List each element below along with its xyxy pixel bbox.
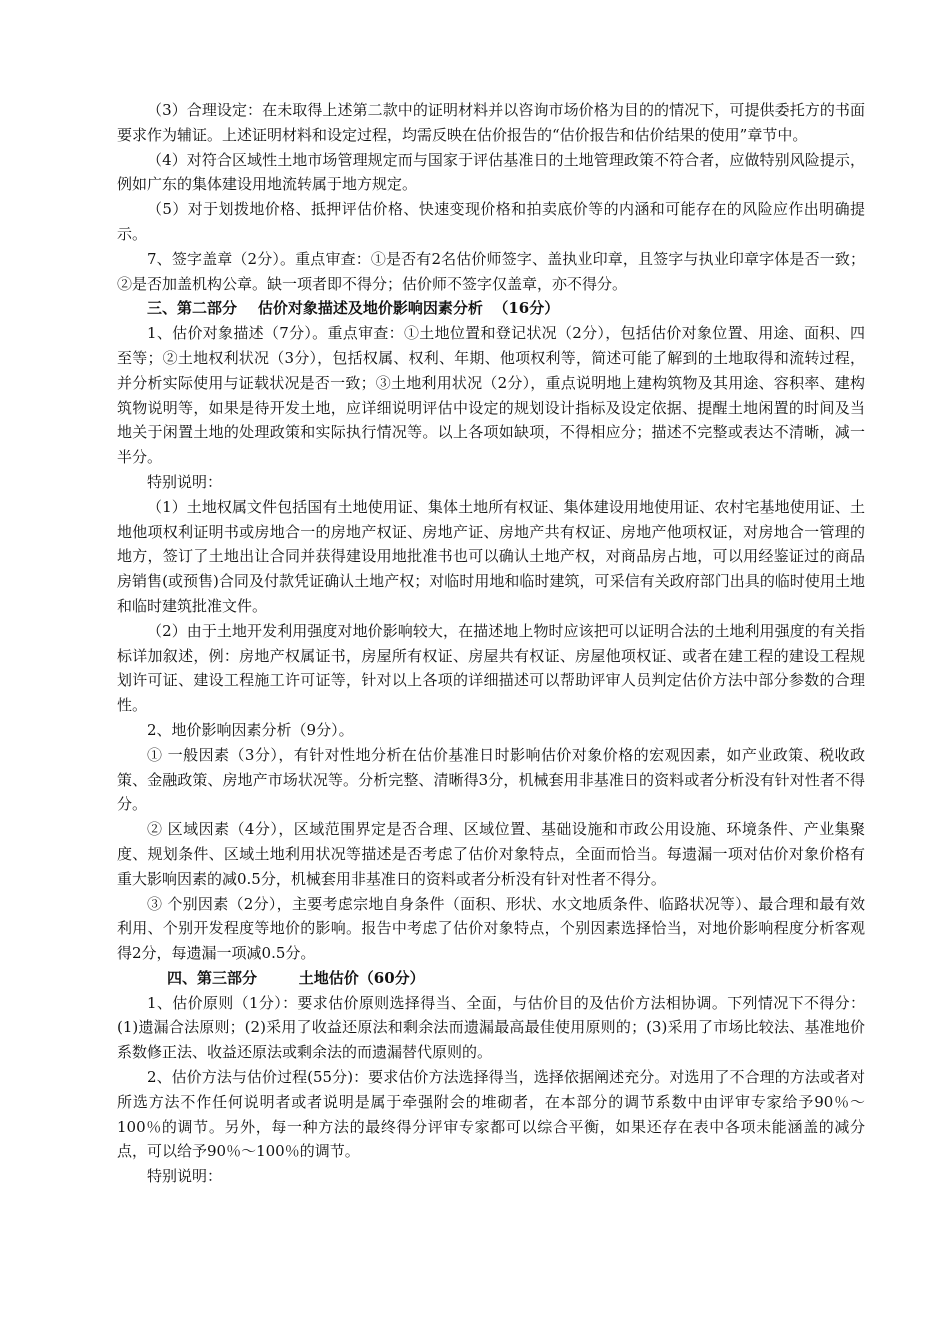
paragraph-regional-factors: ② 区域因素（4分），区域范围界定是否合理、区域位置、基础设施和市政公用设施、环境条件、产业集聚度、规划条件、区域土地利用状况等描述是否考虑了估价对象特点，全面而恰当。每遗漏一项对估价对象价格有重大影响因素的减0.5分，机械套用非基准日的资料或者分析没有针对性者不得分。 <box>117 820 865 888</box>
paragraph-special-note-label-2: 特别说明： <box>147 1167 223 1186</box>
paragraph-3-reasonable-setting: （3）合理设定：在未取得上述第二款中的证明材料并以咨询市场价格为目的的情况下，可提供委托方的书面要求作为辅证。上述证明材料和设定过程，均需反映在估价报告的“估价报告和估价结果的使用”章节中。 <box>117 101 865 144</box>
paragraph-price-factor-analysis: 2、地价影响因素分析（9分）。 <box>147 720 354 739</box>
section-heading-part-two: 三、第二部分 估价对象描述及地价影响因素分析 （16分） <box>147 299 560 318</box>
paragraph-general-factors: ① 一般因素（3分），有针对性地分析在估价基准日时影响估价对象价格的宏观因素，如产业政策、税收政策、金融政策、房地产市场状况等。分析完整、清晰得3分，机械套用非基准日的资料或者分析没有针对性者不得分。 <box>117 745 865 814</box>
document-page <box>117 98 865 1189</box>
paragraph-note-2-land-use-intensity: （2）由于土地开发利用强度对地价影响较大，在描述地上物时应该把可以证明合法的土地利用强度的有关指标详加叙述，例：房地产权属证书，房屋所有权证、房屋共有权证、房屋他项权证、或者在建工程的建设工程规划许可证、建设工程施工许可证等，针对以上各项的详细描述可以帮助评审人员判定估价方法中部分参数的合理性。 <box>117 621 865 715</box>
paragraph-note-1-ownership-docs: （1）土地权属文件包括国有土地使用证、集体土地所有权证、集体建设用地使用证、农村宅基地使用证、土地他项权利证明书或房地合一的房地产权证、房地产证、房地产共有权证、房地产他项权证，对房地合一管理的地方，签订了土地出让合同并获得建设用地批准书也可以确认土地产权，对商品房占地，可以用经鉴证过的商品房销售(或预售)合同及付款凭证确认土地产权；对临时用地和临时建筑，可采信有关政府部门出具的临时使用土地和临时建筑批准文件。 <box>117 497 865 615</box>
paragraph-7-signature-seal: 7、签字盖章（2分）。重点审查：①是否有2名估价师签字、盖执业印章，且签字与执业印章字体是否一致；②是否加盖机构公章。缺一项者即不得分；估价师不签字仅盖章，亦不得分。 <box>117 249 865 293</box>
paragraph-5-risk-notice: （5）对于划拨地价格、抵押评估价格、快速变现价格和拍卖底价等的内涵和可能存在的风险应作出明确提示。 <box>117 200 865 243</box>
paragraph-individual-factors: ③ 个别因素（2分），主要考虑宗地自身条件（面积、形状、水文地质条件、临路状况等）、最合理和最有效利用、个别开发程度等地价的影响。报告中考虑了估价对象特点，个别因素选择恰当，对地价影响程度分析客观得2分，每遗漏一项减0.5分。 <box>117 894 865 963</box>
paragraph-4-regional-rules: （4）对符合区域性土地市场管理规定而与国家于评估基准日的土地管理政策不符合者，应做特别风险提示，例如广东的集体建设用地流转属于地方规定。 <box>117 150 865 194</box>
paragraph-valuation-principles: 1、估价原则（1分）：要求估价原则选择得当、全面，与估价目的及估价方法相协调。下列情况下不得分：(1)遗漏合法原则；(2)采用了收益还原法和剩余法而遗漏最高最佳使用原则的；(3)采用了市场比较法、基准地价系数修正法、收益还原法或剩余法的而遗漏替代原则的。 <box>117 993 865 1062</box>
paragraph-special-note-label: 特别说明： <box>147 472 223 491</box>
paragraph-object-description: 1、估价对象描述（7分）。重点审查：①土地位置和登记状况（2分），包括估价对象位置、用途、面积、四至等；②土地权利状况（3分），包括权属、权利、年期、他项权利等，简述可能了解到的土地取得和流转过程，并分析实际使用与证载状况是否一致；③土地利用状况（2分），重点说明地上建构筑物及其用途、容积率、建构筑物说明等，如果是待开发土地，应详细说明评估中设定的规划设计指标及设定依据、提醒土地闲置的时间及当地关于闲置土地的处理政策和实际执行情况等。以上各项如缺项，不得相应分；描述不完整或表达不清晰，减一半分。 <box>117 324 865 467</box>
paragraph-valuation-methods: 2、估价方法与估价过程(55分)：要求估价方法选择得当，选择依据阐述充分。对选用了不合理的方法或者对所选方法不作任何说明者或者说明是属于牵强附会的堆砌者，在本部分的调节系数中由评审专家给予90％～100％的调节。另外，每一种方法的最终得分评审专家都可以综合平衡，如果还存在表中各项未能涵盖的减分点，可以给予90％～100％的调节。 <box>117 1068 865 1161</box>
section-heading-part-three: 四、第三部分 土地估价（60分） <box>167 968 425 987</box>
